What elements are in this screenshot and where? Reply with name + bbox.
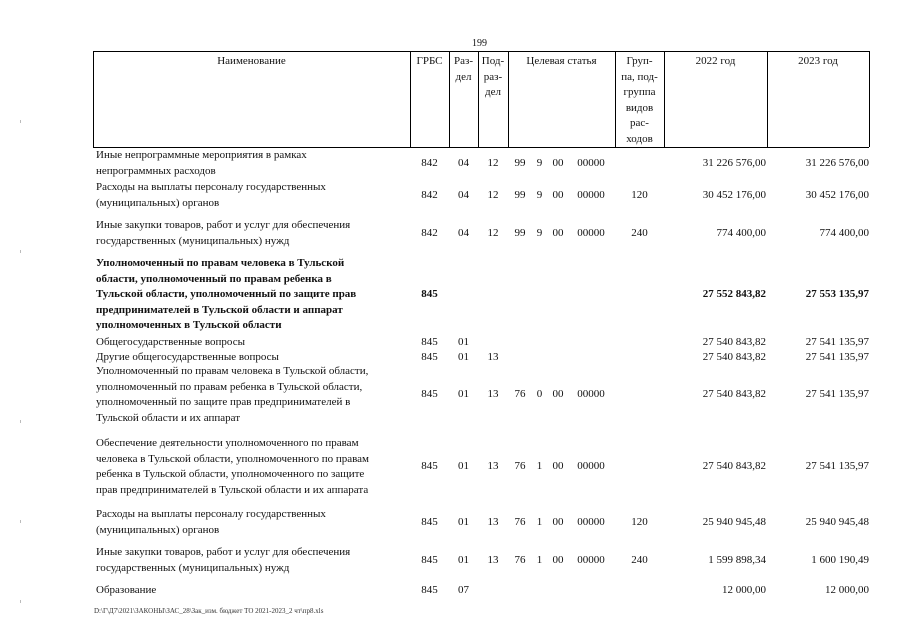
cell-t2: 0	[536, 388, 543, 401]
cell-t1: 76	[514, 515, 526, 528]
cell-y2023: 31 226 576,00	[805, 156, 869, 169]
cell-pr: 12	[487, 156, 499, 169]
cell-rz: 04	[458, 188, 469, 201]
header-tselevaya: Целевая статья	[526, 55, 597, 67]
cell-t1: 99	[514, 226, 526, 239]
cell-t3: 00	[552, 553, 564, 566]
cell-rz: 01	[458, 351, 469, 363]
cell-rz: 07	[458, 584, 469, 596]
cell-y2022: 774 400,00	[716, 226, 766, 239]
cell-t1: 76	[514, 388, 526, 401]
cell-y2022: 25 940 945,48	[702, 515, 766, 528]
header-divider	[869, 51, 870, 147]
cell-y2022: 27 540 843,82	[702, 388, 766, 401]
header-name: Наименование	[217, 55, 286, 67]
cell-y2023: 12 000,00	[825, 584, 869, 596]
cell-grbs: 845	[421, 288, 438, 300]
header-razdel: Раз- дел	[453, 55, 473, 83]
cell-t4: 00000	[577, 388, 605, 401]
cell-pr: 13	[487, 553, 499, 566]
table-row	[0, 335, 905, 351]
table-row	[0, 545, 905, 576]
table-row	[0, 507, 905, 538]
cell-rz: 01	[458, 388, 469, 401]
cell-rz: 01	[458, 515, 469, 528]
cell-y2023: 30 452 176,00	[805, 188, 869, 201]
cell-pr: 13	[487, 351, 499, 363]
file-path-footer: D:\Г\Д7\2021\ЗАКОНЫ\ЗАС_28\Зак_изм. бюджет ТО 2021-2023_2 чт\пр8.xls	[94, 607, 324, 615]
cell-pr: 13	[487, 388, 499, 401]
cell-t2: 9	[536, 188, 543, 201]
cell-t4: 00000	[577, 460, 605, 473]
cell-t4: 00000	[577, 226, 605, 239]
row-name: Обеспечение деятельности уполномоченного по правам человека в Тульской области, уполномоченного по правам ребенка в Тульской области, уполномоченного по защите прав предпринимателей в Тульской области и их аппарата	[96, 437, 369, 496]
row-name: Уполномоченный по правам человека в Тульской области, уполномоченный по правам ребенка в Тульской области, уполномоченный по защите прав предпринимателей в Тульской области и аппарат уполномоченных в Тульской области	[96, 257, 357, 331]
cell-y2023: 27 541 135,97	[805, 388, 869, 401]
table-row	[0, 583, 905, 599]
cell-t3: 00	[552, 188, 564, 201]
cell-grbs: 845	[421, 460, 438, 473]
row-name: Иные закупки товаров, работ и услуг для обеспечения государственных (муниципальных) нужд	[96, 546, 351, 574]
cell-y2023: 25 940 945,48	[805, 515, 869, 528]
cell-t2: 9	[536, 226, 543, 239]
cell-t2: 9	[536, 156, 543, 169]
cell-grbs: 845	[421, 584, 438, 596]
cell-t3: 00	[552, 460, 564, 473]
table-row	[0, 436, 905, 498]
cell-pr: 12	[487, 226, 499, 239]
cell-y2023: 27 541 135,97	[805, 351, 869, 363]
table-row	[0, 218, 905, 249]
cell-vr: 120	[631, 515, 648, 528]
cell-y2023: 774 400,00	[819, 226, 869, 239]
cell-vr: 120	[631, 188, 648, 201]
row-name: Уполномоченный по правам человека в Тульской области, уполномоченный по правам ребенка в Тульской области, уполномоченный по защите прав предпринимателей в Тульской области и их аппарат	[96, 365, 369, 424]
cell-pr: 13	[487, 515, 499, 528]
cell-grbs: 842	[421, 156, 438, 169]
cell-t1: 76	[514, 553, 526, 566]
cell-t2: 1	[536, 515, 543, 528]
cell-rz: 04	[458, 156, 469, 169]
cell-grbs: 845	[421, 351, 438, 363]
cell-t2: 1	[536, 553, 543, 566]
cell-y2023: 27 541 135,97	[805, 336, 869, 348]
cell-grbs: 842	[421, 226, 438, 239]
row-name: Иные непрограммные мероприятия в рамках непрограммных расходов	[96, 149, 307, 177]
cell-y2023: 27 541 135,97	[805, 460, 869, 473]
row-name: Иные закупки товаров, работ и услуг для обеспечения государственных (муниципальных) нужд	[96, 219, 351, 247]
cell-t3: 00	[552, 388, 564, 401]
cell-y2022: 27 540 843,82	[702, 460, 766, 473]
cell-y2022: 31 226 576,00	[702, 156, 766, 169]
table-row	[0, 364, 905, 426]
header-grbs: ГРБС	[416, 55, 443, 67]
cell-t1: 99	[514, 156, 526, 169]
cell-y2023: 27 553 135,97	[805, 288, 869, 300]
cell-rz: 01	[458, 336, 469, 348]
table-row	[0, 256, 905, 334]
cell-y2022: 27 540 843,82	[702, 351, 766, 363]
cell-y2022: 12 000,00	[722, 584, 766, 596]
cell-grbs: 845	[421, 553, 438, 566]
cell-grbs: 845	[421, 388, 438, 401]
cell-t4: 00000	[577, 188, 605, 201]
cell-y2022: 1 599 898,34	[708, 553, 766, 566]
cell-rz: 01	[458, 553, 469, 566]
header-gruppa: Груп- па, под- группа видов рас- ходов	[621, 55, 658, 145]
cell-pr: 13	[487, 460, 499, 473]
row-name: Общегосударственные вопросы	[96, 336, 245, 348]
cell-vr: 240	[631, 553, 648, 566]
cell-y2022: 27 552 843,82	[702, 288, 766, 300]
cell-t3: 00	[552, 156, 564, 169]
page-number: 199	[472, 38, 487, 49]
cell-t4: 00000	[577, 515, 605, 528]
cell-y2023: 1 600 190,49	[811, 553, 869, 566]
row-name: Образование	[96, 584, 157, 596]
cell-t4: 00000	[577, 553, 605, 566]
cell-y2022: 27 540 843,82	[702, 336, 766, 348]
cell-grbs: 842	[421, 188, 438, 201]
cell-rz: 01	[458, 460, 469, 473]
cell-y2022: 30 452 176,00	[702, 188, 766, 201]
cell-t4: 00000	[577, 156, 605, 169]
header-2022: 2022 год	[695, 55, 736, 67]
header-2023: 2023 год	[798, 55, 838, 67]
cell-t3: 00	[552, 515, 564, 528]
cell-grbs: 845	[421, 515, 438, 528]
table-row	[0, 148, 905, 179]
cell-vr: 240	[631, 226, 648, 239]
table-row	[0, 180, 905, 211]
row-name: Другие общегосударственные вопросы	[96, 351, 279, 363]
cell-t1: 76	[514, 460, 526, 473]
cell-t1: 99	[514, 188, 526, 201]
cell-t3: 00	[552, 226, 564, 239]
cell-grbs: 845	[421, 336, 438, 348]
row-name: Расходы на выплаты персоналу государственных (муниципальных) органов	[96, 181, 326, 209]
row-name: Расходы на выплаты персоналу государственных (муниципальных) органов	[96, 508, 326, 536]
cell-rz: 04	[458, 226, 469, 239]
cell-t2: 1	[536, 460, 543, 473]
cell-pr: 12	[487, 188, 499, 201]
header-podrazdel: Под- раз- дел	[481, 55, 505, 98]
